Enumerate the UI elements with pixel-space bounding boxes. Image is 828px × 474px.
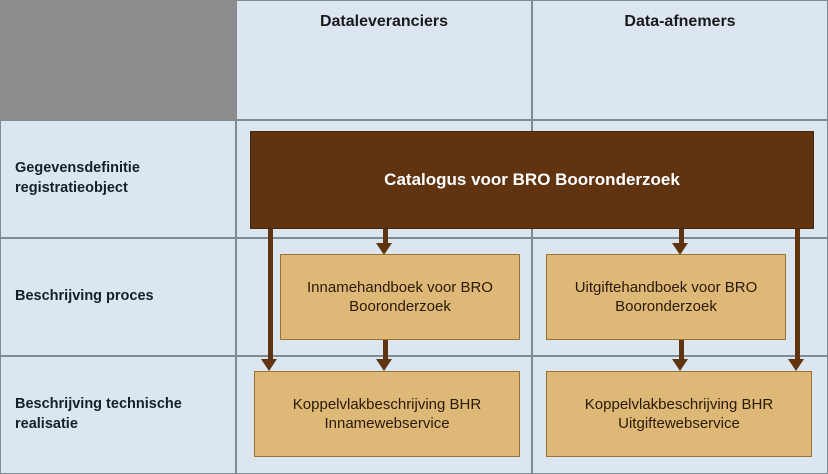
- box-label: Uitgiftehandboek voor BRO Booronderzoek: [574, 278, 758, 315]
- column-header-data-afnemers: [532, 0, 828, 120]
- box-uitgiftehandboek[interactable]: [546, 254, 786, 340]
- row-header-label: Gegevensdefinitie registratieobject: [15, 160, 140, 196]
- box-label: Catalogus voor BRO Booronderzoek: [384, 169, 680, 189]
- arrow-catalog-to-koppelvlak-inname-line: [268, 228, 273, 361]
- box-koppelvlakbeschrijving-uitgifte[interactable]: [546, 371, 812, 457]
- box-label: Koppelvlakbeschrijving BHR Uitgiftewebservice: [584, 395, 774, 432]
- row-header-label: Beschrijving proces: [15, 288, 154, 305]
- arrow-catalog-to-koppelvlak-uitgifte-line: [795, 228, 800, 361]
- column-header-label: Dataleveranciers: [319, 13, 449, 30]
- box-koppelvlakbeschrijving-inname[interactable]: [254, 371, 520, 457]
- arrow-uitgiftehandboek-to-koppelvlak-head: [672, 359, 688, 371]
- header-blank-cell: [0, 0, 236, 120]
- column-header-label: Data-afnemers: [624, 13, 736, 30]
- arrow-catalog-to-koppelvlak-uitgifte-head: [788, 359, 804, 371]
- column-header-dataleveranciers: [236, 0, 532, 120]
- box-innamehandboek[interactable]: [280, 254, 520, 340]
- box-catalogus-bro-booronderzoek[interactable]: [250, 131, 814, 229]
- row-header-beschrijving-technische-realisatie: [0, 356, 236, 474]
- arrow-catalog-to-koppelvlak-inname-head: [261, 359, 277, 371]
- box-label: Innamehandboek voor BRO Booronderzoek: [307, 278, 493, 315]
- box-label: Koppelvlakbeschrijving BHR Innamewebservice: [292, 395, 482, 432]
- row-header-label: Beschrijving technische realisatie: [15, 396, 182, 432]
- arrow-innamehandboek-to-koppelvlak-line: [383, 340, 388, 361]
- row-header-beschrijving-proces: [0, 238, 236, 356]
- row-header-gegevensdefinitie: [0, 120, 236, 238]
- arrow-innamehandboek-to-koppelvlak-head: [376, 359, 392, 371]
- arrow-uitgiftehandboek-to-koppelvlak-line: [679, 340, 684, 361]
